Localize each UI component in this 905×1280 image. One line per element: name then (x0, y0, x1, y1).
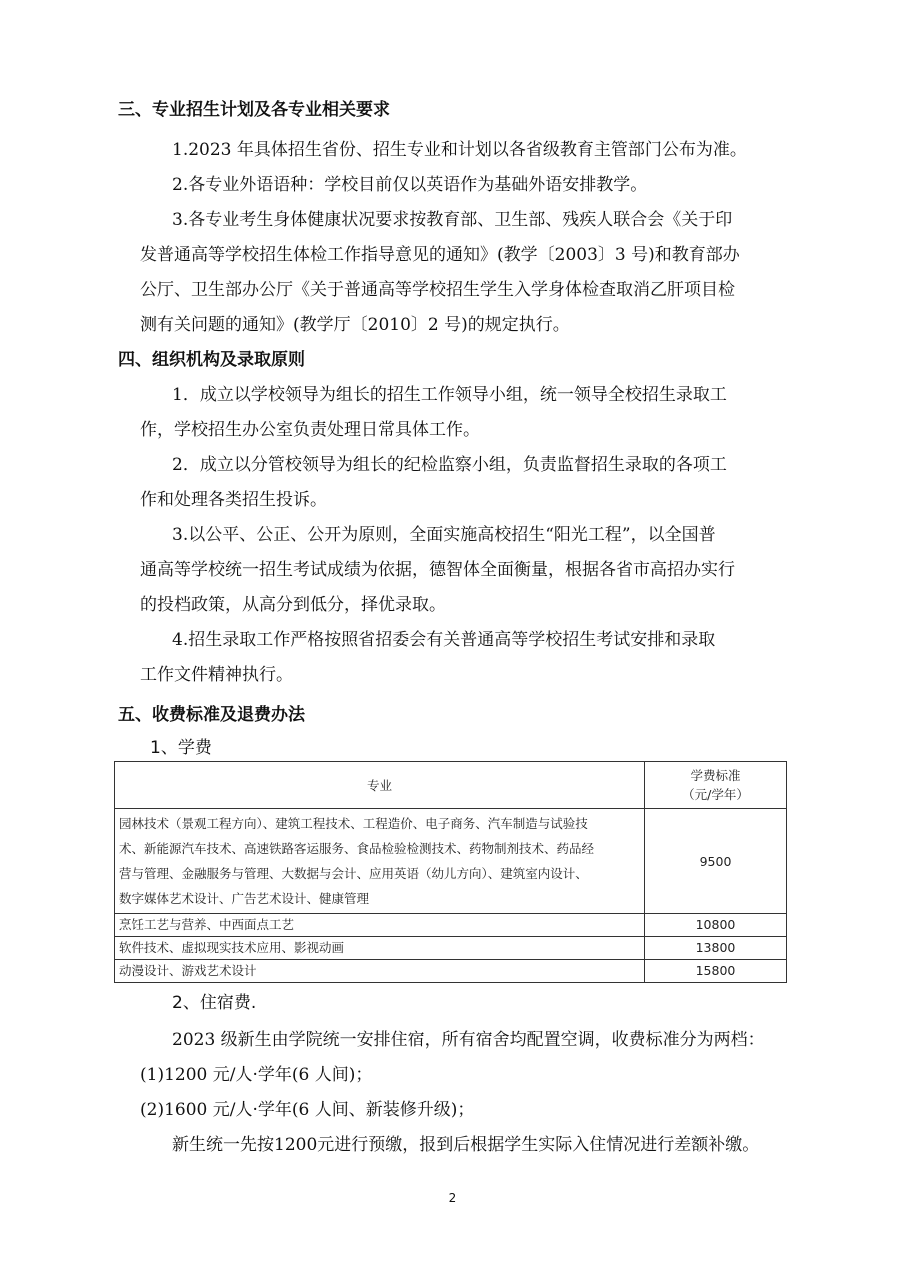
section4-item3-line: 的投档政策，从高分到低分，择优录取。 (140, 595, 446, 615)
major-cell (115, 809, 645, 914)
section4-heading: 四、组织机构及录取原则 (118, 350, 305, 370)
section3-heading: 三、专业招生计划及各专业相关要求 (118, 100, 390, 120)
section4-item4-line: 工作文件精神执行。 (140, 665, 293, 685)
section4-item1-line: 1．成立以学校领导为组长的招生工作领导小组，统一领导全校招生录取工 (172, 385, 727, 405)
major-cell: 动漫设计、游戏艺术设计 (115, 960, 645, 983)
dorm-option-1: (1)1200 元/人·学年(6 人间)； (140, 1065, 373, 1085)
dorm-intro: 2023 级新生由学院统一安排住宿，所有宿舍均配置空调，收费标准分为两档： (172, 1030, 765, 1050)
dorm-option-2: (2)1600 元/人·学年(6 人间、新装修升级)； (140, 1100, 475, 1120)
tuition-title: 1、学费 (150, 738, 212, 758)
table-row (115, 809, 787, 914)
section4-item4-line: 4.招生录取工作严格按照省招委会有关普通高等学校招生考试安排和录取 (172, 630, 716, 650)
tuition-table (114, 761, 787, 983)
section3-item3-line: 3.各专业考生身体健康状况要求按教育部、卫生部、残疾人联合会《关于印 (172, 210, 733, 230)
major-line: 园林技术（景观工程方向）、建筑工程技术、工程造价、电子商务、汽车制造与试验技 (119, 816, 588, 831)
section3-item2: 2.各专业外语语种：学校目前仅以英语作为基础外语安排教学。 (172, 175, 648, 195)
dorm-title: 2、住宿费. (172, 993, 257, 1013)
header-major: 专业 (115, 762, 645, 809)
major-line: 数字媒体艺术设计、广告艺术设计、健康管理 (119, 891, 370, 906)
major-line: 营与管理、金融服务与管理、大数据与会计、应用英语（幼儿方向）、建筑室内设计、 (119, 866, 588, 881)
header-fee (645, 762, 787, 809)
section3-item3-line: 测有关问题的通知》(教学厅〔2010〕2 号)的规定执行。 (140, 315, 570, 335)
section3-item3-line: 发普通高等学校招生体检工作指导意见的通知》(教学〔2003〕3 号)和教育部办 (140, 245, 740, 265)
fee-cell: 15800 (645, 960, 787, 983)
section3-item1: 1.2023 年具体招生省份、招生专业和计划以各省级教育主管部门公布为准。 (172, 140, 747, 160)
major-cell: 软件技术、虚拟现实技术应用、影视动画 (115, 937, 645, 960)
table-row (115, 914, 787, 937)
fee-cell: 10800 (645, 914, 787, 937)
table-row (115, 937, 787, 960)
section4-item3-line: 通高等学校统一招生考试成绩为依据，德智体全面衡量，根据各省市高招办实行 (140, 560, 735, 580)
section4-item3-line: 3.以公平、公正、公开为原则，全面实施高校招生“阳光工程”，以全国普 (172, 525, 716, 545)
major-line: 术、新能源汽车技术、高速铁路客运服务、食品检验检测技术、药物制剂技术、药品经 (119, 841, 595, 856)
header-fee-line2: （元/学年） (682, 787, 749, 802)
fee-cell: 13800 (645, 937, 787, 960)
page-number: 2 (448, 1191, 457, 1205)
dorm-note: 新生统一先按1200元进行预缴，报到后根据学生实际入住情况进行差额补缴。 (172, 1135, 760, 1155)
table-row (115, 960, 787, 983)
section4-item2-line: 作和处理各类招生投诉。 (140, 490, 327, 510)
header-fee-line1: 学费标准 (690, 768, 741, 783)
section5-heading: 五、收费标准及退费办法 (118, 705, 305, 725)
section4-item2-line: 2．成立以分管校领导为组长的纪检监察小组，负责监督招生录取的各项工 (172, 455, 727, 475)
table-header-row (115, 762, 787, 809)
section4-item1-line: 作，学校招生办公室负责处理日常具体工作。 (140, 420, 480, 440)
fee-cell: 9500 (645, 809, 787, 914)
major-cell: 烹饪工艺与营养、中西面点工艺 (115, 914, 645, 937)
section3-item3-line: 公厅、卫生部办公厅《关于普通高等学校招生学生入学身体检查取消乙肝项目检 (140, 280, 735, 300)
